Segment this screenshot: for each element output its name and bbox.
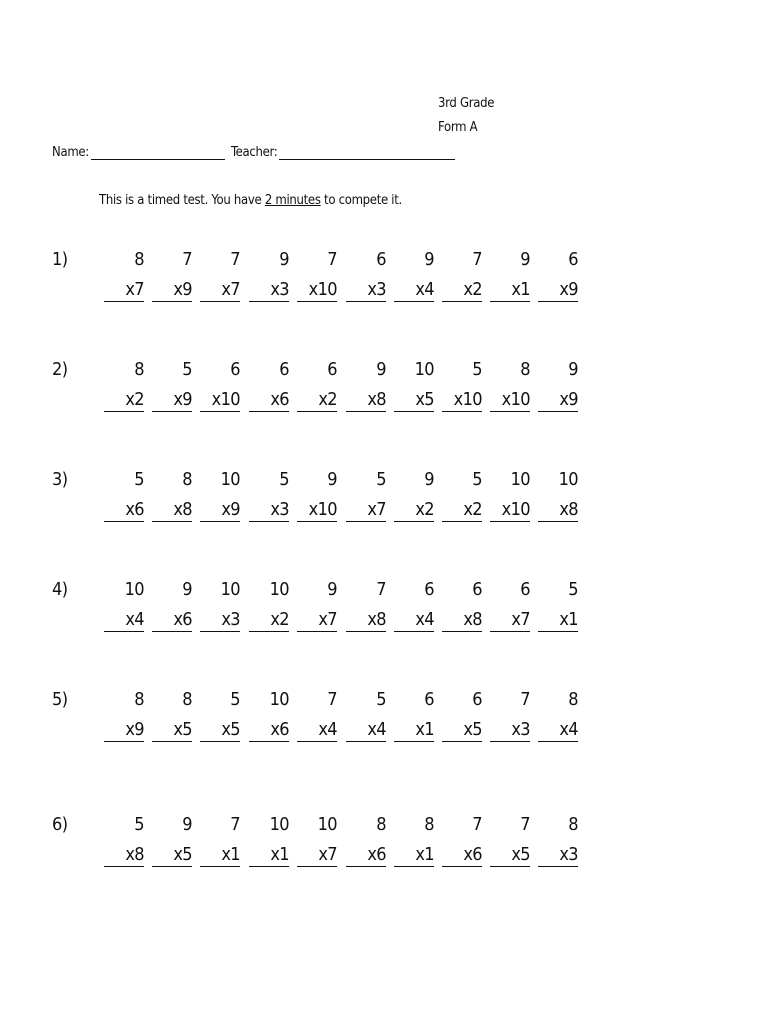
multiplier: x7 <box>346 499 386 522</box>
multiplier: x9 <box>104 719 144 742</box>
multiplication-problem <box>297 814 337 867</box>
multiplicand: 9 <box>279 249 289 270</box>
multiplicand: 6 <box>376 249 386 270</box>
multiplication-problem <box>442 814 482 867</box>
multiplicand: 7 <box>520 689 530 710</box>
multiplier: x4 <box>297 719 337 742</box>
multiplication-problem <box>442 689 482 742</box>
multiplicand: 9 <box>520 249 530 270</box>
instructions-text-after: to compete it. <box>320 193 402 208</box>
multiplier: x8 <box>104 844 144 867</box>
multiplication-problem <box>104 359 144 412</box>
multiplication-problem <box>200 359 240 412</box>
multiplication-problem <box>200 579 240 632</box>
multiplicand: 5 <box>134 814 144 835</box>
multiplicand: 8 <box>134 359 144 380</box>
multiplication-problem <box>152 579 192 632</box>
multiplication-problem <box>346 359 386 412</box>
multiplicand: 6 <box>520 579 530 600</box>
multiplicand: 6 <box>424 579 434 600</box>
multiplier: x2 <box>104 389 144 412</box>
multiplicand: 7 <box>376 579 386 600</box>
multiplication-problem <box>394 249 434 302</box>
multiplier: x9 <box>538 389 578 412</box>
multiplier: x4 <box>394 609 434 632</box>
multiplication-problem <box>394 359 434 412</box>
multiplier: x2 <box>297 389 337 412</box>
multiplier: x6 <box>249 719 289 742</box>
multiplicand: 9 <box>182 814 192 835</box>
multiplier: x3 <box>490 719 530 742</box>
multiplicand: 10 <box>317 814 337 835</box>
multiplicand: 8 <box>520 359 530 380</box>
multiplier: x10 <box>297 279 337 302</box>
multiplier: x3 <box>346 279 386 302</box>
grade-label: 3rd Grade <box>438 96 495 111</box>
instructions <box>99 193 402 208</box>
multiplication-problem <box>490 579 530 632</box>
multiplication-problem <box>249 814 289 867</box>
multiplicand: 8 <box>134 249 144 270</box>
multiplicand: 6 <box>424 689 434 710</box>
multiplication-problem <box>152 359 192 412</box>
multiplicand: 5 <box>230 689 240 710</box>
multiplication-problem <box>297 689 337 742</box>
multiplier: x3 <box>249 499 289 522</box>
teacher-field[interactable] <box>279 145 455 160</box>
multiplicand: 8 <box>182 689 192 710</box>
multiplier: x1 <box>538 609 578 632</box>
multiplier: x8 <box>442 609 482 632</box>
multiplication-problem <box>346 814 386 867</box>
multiplier: x7 <box>297 609 337 632</box>
multiplier: x7 <box>104 279 144 302</box>
multiplication-problem <box>346 469 386 522</box>
multiplier: x5 <box>152 844 192 867</box>
multiplicand: 6 <box>568 249 578 270</box>
multiplier: x1 <box>200 844 240 867</box>
multiplicand: 5 <box>472 359 482 380</box>
multiplicand: 6 <box>327 359 337 380</box>
multiplier: x10 <box>490 389 530 412</box>
multiplication-problem <box>249 359 289 412</box>
multiplicand: 10 <box>269 814 289 835</box>
multiplicand: 8 <box>568 689 578 710</box>
multiplicand: 5 <box>568 579 578 600</box>
multiplier: x5 <box>490 844 530 867</box>
multiplication-problem <box>538 469 578 522</box>
instructions-text-before: This is a timed test. You have <box>99 193 265 208</box>
multiplication-problem <box>297 469 337 522</box>
multiplier: x8 <box>346 389 386 412</box>
multiplier: x5 <box>442 719 482 742</box>
multiplication-problem <box>538 814 578 867</box>
multiplier: x6 <box>346 844 386 867</box>
multiplicand: 10 <box>124 579 144 600</box>
multiplication-problem <box>346 689 386 742</box>
multiplier: x2 <box>442 279 482 302</box>
multiplication-problem <box>249 249 289 302</box>
multiplication-problem <box>297 359 337 412</box>
multiplication-problem <box>442 359 482 412</box>
multiplicand: 10 <box>269 689 289 710</box>
row-label: 2) <box>52 359 68 380</box>
multiplication-problem <box>490 814 530 867</box>
multiplier: x7 <box>200 279 240 302</box>
multiplier: x1 <box>490 279 530 302</box>
multiplicand: 8 <box>424 814 434 835</box>
multiplication-problem <box>297 249 337 302</box>
form-label: Form A <box>438 120 478 135</box>
multiplier: x7 <box>490 609 530 632</box>
multiplication-problem <box>490 249 530 302</box>
multiplier: x6 <box>104 499 144 522</box>
multiplication-problem <box>394 689 434 742</box>
multiplicand: 9 <box>327 469 337 490</box>
multiplication-problem <box>297 579 337 632</box>
multiplication-problem <box>249 469 289 522</box>
multiplicand: 9 <box>424 249 434 270</box>
multiplicand: 5 <box>279 469 289 490</box>
multiplicand: 10 <box>220 469 240 490</box>
multiplier: x3 <box>249 279 289 302</box>
multiplicand: 9 <box>424 469 434 490</box>
multiplicand: 8 <box>376 814 386 835</box>
multiplication-problem <box>104 469 144 522</box>
multiplier: x2 <box>394 499 434 522</box>
multiplication-problem <box>152 469 192 522</box>
multiplication-problem <box>104 249 144 302</box>
multiplier: x9 <box>152 389 192 412</box>
multiplier: x1 <box>394 844 434 867</box>
multiplication-problem <box>490 689 530 742</box>
multiplication-problem <box>200 249 240 302</box>
multiplication-problem <box>249 579 289 632</box>
multiplicand: 8 <box>182 469 192 490</box>
multiplicand: 10 <box>220 579 240 600</box>
multiplicand: 5 <box>376 469 386 490</box>
multiplicand: 5 <box>134 469 144 490</box>
instructions-time-limit: 2 minutes <box>264 193 321 208</box>
row-label: 5) <box>52 689 68 710</box>
teacher-label: Teacher: <box>230 145 278 160</box>
multiplier: x4 <box>346 719 386 742</box>
multiplicand: 6 <box>472 689 482 710</box>
multiplication-problem <box>152 814 192 867</box>
multiplication-problem <box>538 359 578 412</box>
multiplier: x2 <box>442 499 482 522</box>
multiplication-problem <box>104 579 144 632</box>
multiplication-problem <box>249 689 289 742</box>
multiplicand: 7 <box>182 249 192 270</box>
multiplier: x6 <box>152 609 192 632</box>
multiplication-problem <box>346 249 386 302</box>
multiplier: x7 <box>297 844 337 867</box>
multiplication-problem <box>538 579 578 632</box>
name-field[interactable] <box>91 145 225 160</box>
multiplier: x9 <box>152 279 192 302</box>
multiplication-problem <box>442 249 482 302</box>
multiplicand: 8 <box>568 814 578 835</box>
multiplier: x5 <box>200 719 240 742</box>
multiplicand: 7 <box>230 814 240 835</box>
multiplication-problem <box>538 249 578 302</box>
multiplication-problem <box>104 814 144 867</box>
multiplier: x10 <box>442 389 482 412</box>
multiplier: x4 <box>538 719 578 742</box>
multiplication-problem <box>152 689 192 742</box>
multiplicand: 6 <box>279 359 289 380</box>
multiplier: x8 <box>346 609 386 632</box>
multiplier: x4 <box>394 279 434 302</box>
multiplier: x2 <box>249 609 289 632</box>
multiplier: x6 <box>442 844 482 867</box>
name-teacher-row <box>52 145 455 160</box>
multiplier: x9 <box>538 279 578 302</box>
multiplicand: 9 <box>568 359 578 380</box>
multiplication-problem <box>104 689 144 742</box>
name-label: Name: <box>52 145 89 160</box>
multiplicand: 10 <box>558 469 578 490</box>
multiplication-problem <box>490 359 530 412</box>
multiplication-problem <box>490 469 530 522</box>
multiplicand: 9 <box>376 359 386 380</box>
multiplicand: 5 <box>182 359 192 380</box>
multiplication-problem <box>442 469 482 522</box>
multiplicand: 7 <box>327 689 337 710</box>
row-label: 4) <box>52 579 68 600</box>
multiplicand: 7 <box>472 814 482 835</box>
multiplier: x10 <box>297 499 337 522</box>
multiplier: x8 <box>152 499 192 522</box>
multiplication-problem <box>442 579 482 632</box>
multiplicand: 7 <box>327 249 337 270</box>
multiplier: x10 <box>490 499 530 522</box>
multiplicand: 7 <box>230 249 240 270</box>
multiplicand: 8 <box>134 689 144 710</box>
multiplicand: 7 <box>520 814 530 835</box>
multiplier: x4 <box>104 609 144 632</box>
multiplicand: 6 <box>230 359 240 380</box>
multiplier: x8 <box>538 499 578 522</box>
multiplier: x6 <box>249 389 289 412</box>
multiplier: x5 <box>394 389 434 412</box>
multiplication-problem <box>394 814 434 867</box>
multiplier: x5 <box>152 719 192 742</box>
row-label: 3) <box>52 469 68 490</box>
multiplicand: 5 <box>376 689 386 710</box>
multiplication-problem <box>200 469 240 522</box>
row-label: 6) <box>52 814 68 835</box>
multiplicand: 5 <box>472 469 482 490</box>
multiplication-problem <box>538 689 578 742</box>
multiplicand: 10 <box>269 579 289 600</box>
multiplication-problem <box>346 579 386 632</box>
multiplicand: 6 <box>472 579 482 600</box>
multiplication-problem <box>200 814 240 867</box>
multiplier: x9 <box>200 499 240 522</box>
multiplier: x1 <box>249 844 289 867</box>
multiplication-problem <box>394 579 434 632</box>
multiplier: x10 <box>200 389 240 412</box>
multiplier: x1 <box>394 719 434 742</box>
multiplicand: 9 <box>327 579 337 600</box>
multiplication-problem <box>394 469 434 522</box>
multiplier: x3 <box>200 609 240 632</box>
row-label: 1) <box>52 249 68 270</box>
multiplicand: 10 <box>414 359 434 380</box>
multiplier: x3 <box>538 844 578 867</box>
multiplicand: 7 <box>472 249 482 270</box>
multiplicand: 9 <box>182 579 192 600</box>
multiplication-problem <box>200 689 240 742</box>
multiplicand: 10 <box>510 469 530 490</box>
multiplication-problem <box>152 249 192 302</box>
